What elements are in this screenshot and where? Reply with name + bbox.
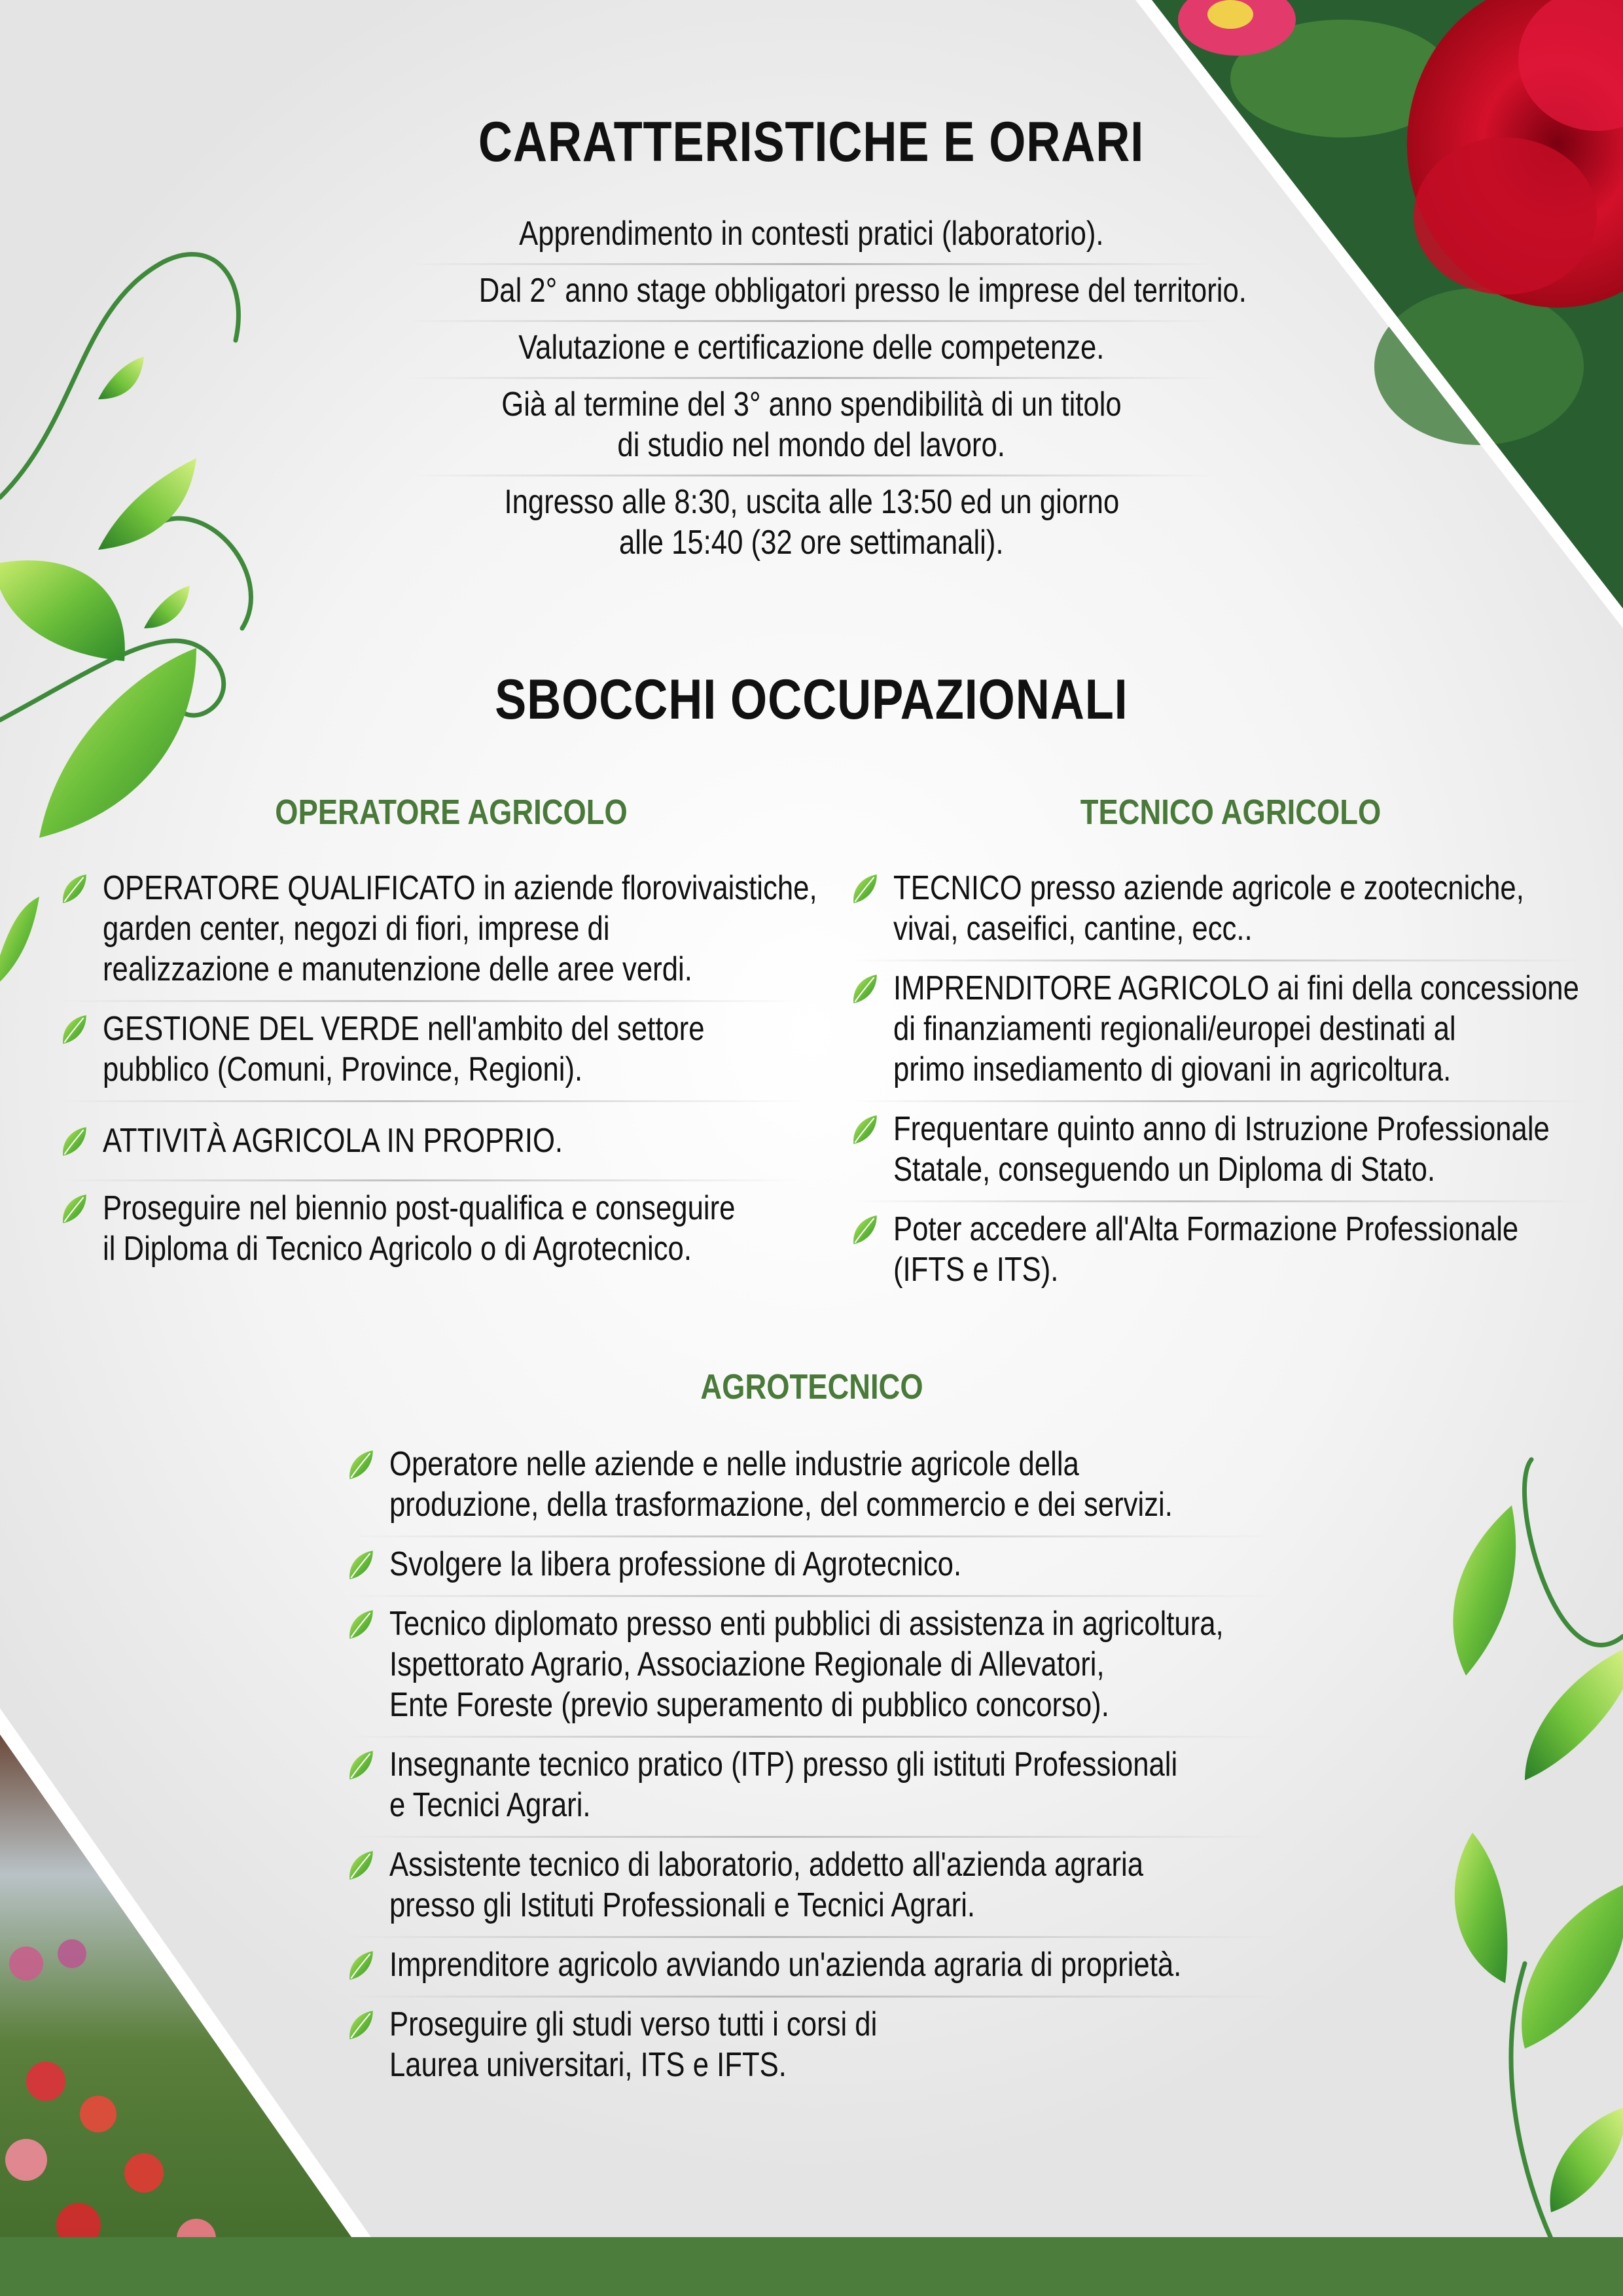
agrotecnico-title: AGROTECNICO <box>700 1367 923 1407</box>
leaf-bullet-icon <box>60 873 88 905</box>
list-item: Proseguire gli studi verso tutti i corsi di Laurea universitari, ITS e IFTS. <box>347 1998 1276 2096</box>
list-item: OPERATORE QUALIFICATO in aziende florovivaistiche, garden center, negozi di fiori, imprese di realizzazione e manutenzione delle aree verdi. <box>60 861 806 1002</box>
list-item: Imprenditore agricolo avviando un'azienda agraria di proprietà. <box>347 1938 1276 1998</box>
list-item: GESTIONE DEL VERDE nell'ambito del settore pubblico (Comuni, Province, Regioni). <box>60 1002 806 1102</box>
leaf-bullet-icon <box>347 1850 374 1881</box>
leaf-bullet-icon <box>347 1449 374 1480</box>
features-title: CARATTERISTICHE E ORARI <box>478 111 1145 173</box>
feature-item: Apprendimento in contesti pratici (laboratorio). <box>519 215 1104 253</box>
careers-title: SBOCCHI OCCUPAZIONALI <box>495 668 1128 731</box>
list-item: Svolgere la libera professione di Agrotecnico. <box>347 1537 1276 1597</box>
feature-item: Dal 2° anno stage obbligatori presso le imprese del territorio. <box>478 272 1247 310</box>
list-item: TECNICO presso aziende agricole e zootecniche, vivai, caseifici, cantine, ecc.. <box>851 861 1590 961</box>
tecnico-list <box>851 861 1590 1300</box>
leaf-bullet-icon <box>851 873 878 905</box>
list-item: Insegnante tecnico pratico (ITP) presso gli istituti Professionali e Tecnici Agrari. <box>347 1738 1276 1838</box>
features-list <box>406 208 1247 572</box>
leaf-bullet-icon <box>851 973 878 1005</box>
vine-left <box>0 254 251 720</box>
leaf-bullet-icon <box>60 1014 88 1045</box>
leaf-bullet-icon <box>60 1193 88 1225</box>
list-item: Tecnico diplomato presso enti pubblici di assistenza in agricoltura, Ispettorato Agrario, Associazione Regionale di Allevatori, Ente Foreste (previo superamento di pubblico concorso). <box>347 1597 1276 1738</box>
leaf-bullet-icon <box>60 1126 88 1157</box>
feature-item: Già al termine del 3° anno spendibilità di un titolo di studio nel mondo del lavoro. <box>501 386 1122 464</box>
footer-band <box>0 2237 1623 2296</box>
leaf-bullet-icon <box>851 1114 878 1145</box>
leaves-right <box>1453 1505 1623 2212</box>
leaf-bullet-icon <box>347 1950 374 1981</box>
tecnico-title: TECNICO AGRICOLO <box>1080 793 1381 832</box>
list-item: IMPRENDITORE AGRICOLO ai fini della concessione di finanziamenti regionali/europei destinati al primo insediamento di giovani in agricoltura. <box>851 961 1590 1102</box>
feature-item: Valutazione e certificazione delle competenze. <box>518 329 1105 367</box>
leaf-bullet-icon <box>347 2009 374 2041</box>
list-item: Assistente tecnico di laboratorio, addetto all'azienda agraria presso gli Istituti Professionali e Tecnici Agrari. <box>347 1838 1276 1938</box>
operatore-title: OPERATORE AGRICOLO <box>275 793 628 832</box>
leaf-bullet-icon <box>851 1214 878 1246</box>
feature-item: Ingresso alle 8:30, uscita alle 13:50 ed un giorno alle 15:40 (32 ore settimanali). <box>504 483 1119 562</box>
leaf-bullet-icon <box>347 1609 374 1640</box>
list-item: Proseguire nel biennio post-qualifica e conseguire il Diploma di Tecnico Agricolo o di Agrotecnico. <box>60 1181 806 1280</box>
leaf-bullet-icon <box>347 1749 374 1781</box>
list-item: Frequentare quinto anno di Istruzione Professionale Statale, conseguendo un Diploma di Stato. <box>851 1102 1590 1202</box>
list-item: Operatore nelle aziende e nelle industrie agricole della produzione, della trasformazione, del commercio e dei servizi. <box>347 1437 1276 1537</box>
leaf-bullet-icon <box>347 1549 374 1581</box>
operatore-list <box>60 861 817 1280</box>
list-item: ATTIVITÀ AGRICOLA IN PROPRIO. <box>60 1102 806 1181</box>
agrotecnico-list <box>347 1437 1276 2096</box>
list-item: Poter accedere all'Alta Formazione Professionale (IFTS e ITS). <box>851 1202 1590 1300</box>
